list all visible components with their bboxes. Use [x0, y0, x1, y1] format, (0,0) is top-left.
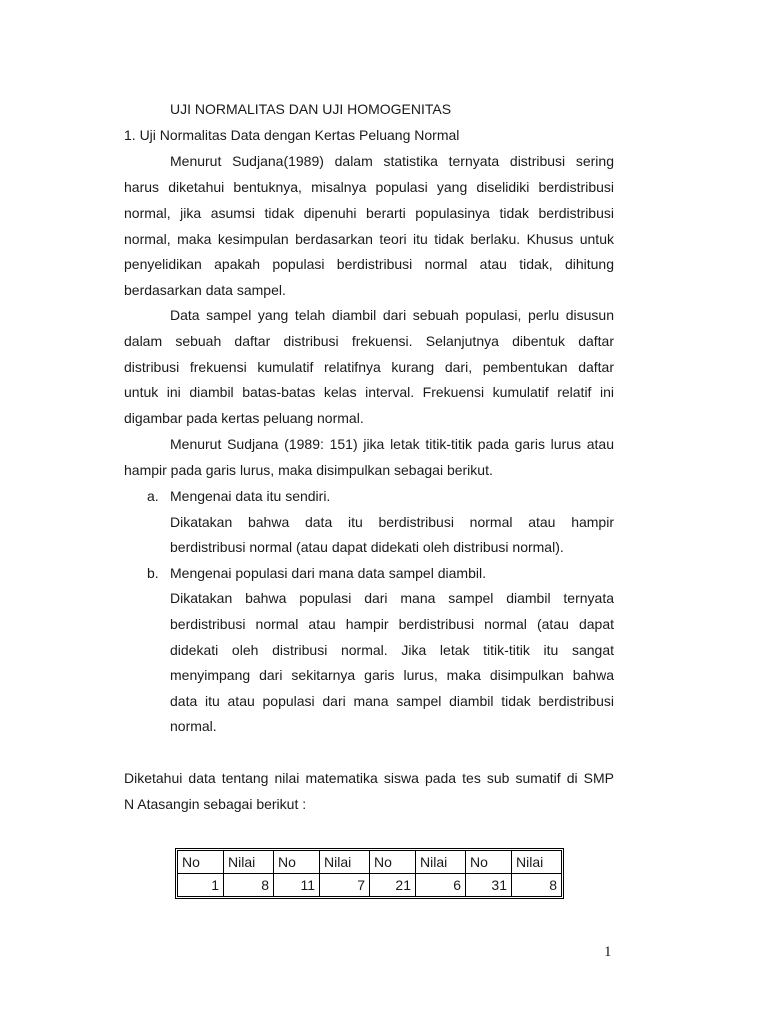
table-cell: 11: [274, 874, 320, 896]
para4-line: Diketahui data tentang nilai matematika siswa pada tes sub sumatif di SMP: [124, 770, 614, 786]
para1-line: Menurut Sudjana(1989) dalam statistika ternyata distribusi sering: [170, 153, 614, 169]
para2-line: distribusi frekuensi kumulatif relatifnya kurang dari, pembentukan daftar: [124, 359, 614, 375]
data-table: [175, 848, 564, 899]
table-cell: 7: [320, 874, 370, 896]
table-cell: 8: [549, 877, 557, 893]
table-header-row: [178, 851, 561, 874]
para1-line: normal, jika asumsi tidak dipenuhi berarti populasinya tidak berdistribusi: [124, 205, 614, 221]
section-title: 1. Uji Normalitas Data dengan Kertas Peluang Normal: [124, 127, 460, 143]
table-header-cell: No: [370, 851, 416, 874]
table-header-cell: No: [466, 851, 512, 874]
para3-line: hampir pada garis lurus, maka disimpulkan sebagai berikut.: [124, 462, 493, 478]
table-header-cell: Nilai: [224, 851, 274, 874]
para1-line: normal, maka kesimpulan berdasarkan teori itu tidak berlaku. Khusus untuk: [124, 231, 614, 247]
list-item-a-head: Mengenai data itu sendiri.: [170, 488, 331, 504]
list-item-a-body: Dikatakan bahwa data itu berdistribusi normal atau hampir: [170, 514, 614, 530]
list-item-b-body: didekati oleh distribusi normal. Jika letak titik-titik itu sangat: [170, 642, 614, 658]
page-number: 1: [604, 944, 612, 960]
table-header-cell: Nilai: [320, 851, 370, 874]
para2-line: digambar pada kertas peluang normal.: [124, 410, 364, 426]
table-cell: 31: [466, 874, 512, 896]
para3-line: Menurut Sudjana (1989: 151) jika letak titik-titik pada garis lurus atau: [170, 436, 614, 452]
table-header-cell: No: [178, 851, 224, 874]
table-header-cell: Nilai: [512, 851, 561, 874]
table-header-cell: No: [274, 851, 320, 874]
table-header-cell: Nilai: [416, 851, 466, 874]
list-item-b-head: Mengenai populasi dari mana data sampel diambil.: [170, 565, 486, 581]
list-item-b-body: normal.: [170, 718, 217, 734]
table-cell: 21: [370, 874, 416, 896]
table-cell: 6: [416, 874, 466, 896]
heading: UJI NORMALITAS DAN UJI HOMOGENITAS: [170, 101, 452, 117]
table-cell: 8: [224, 874, 274, 896]
list-item-a-body: berdistribusi normal (atau dapat didekati oleh distribusi normal).: [170, 539, 564, 555]
list-item-b-body: Dikatakan bahwa populasi dari mana sampel diambil ternyata: [170, 590, 614, 606]
para4-line: N Atasangin sebagai berikut :: [124, 796, 307, 812]
para1-line: harus diketahui bentuknya, misalnya populasi yang diselidiki berdistribusi: [124, 179, 614, 195]
para1-line: penyelidikan apakah populasi berdistribusi normal atau tidak, dihitung: [124, 256, 614, 272]
list-item-b-body: menyimpang dari sekitarnya garis lurus, maka disimpulkan bahwa: [170, 667, 614, 683]
para2-line: untuk ini diambil batas-batas kelas interval. Frekuensi kumulatif relatif ini: [124, 384, 614, 400]
data-table-wrapper: [175, 848, 564, 899]
para1-line: berdasarkan data sampel.: [124, 282, 286, 298]
para2-line: dalam sebuah daftar distribusi frekuensi. Selanjutnya dibentuk daftar: [124, 333, 614, 349]
list-marker-b: b.: [147, 565, 159, 581]
table-cell: 1: [178, 874, 224, 896]
list-item-b-body: data itu atau populasi dari mana sampel diambil tidak berdistribusi: [170, 693, 614, 709]
table-row: [178, 874, 561, 896]
para2-line: Data sampel yang telah diambil dari sebuah populasi, perlu disusun: [170, 307, 614, 323]
list-item-b-body: berdistribusi normal atau hampir berdistribusi normal (atau dapat: [170, 616, 614, 632]
list-marker-a: a.: [147, 488, 159, 504]
